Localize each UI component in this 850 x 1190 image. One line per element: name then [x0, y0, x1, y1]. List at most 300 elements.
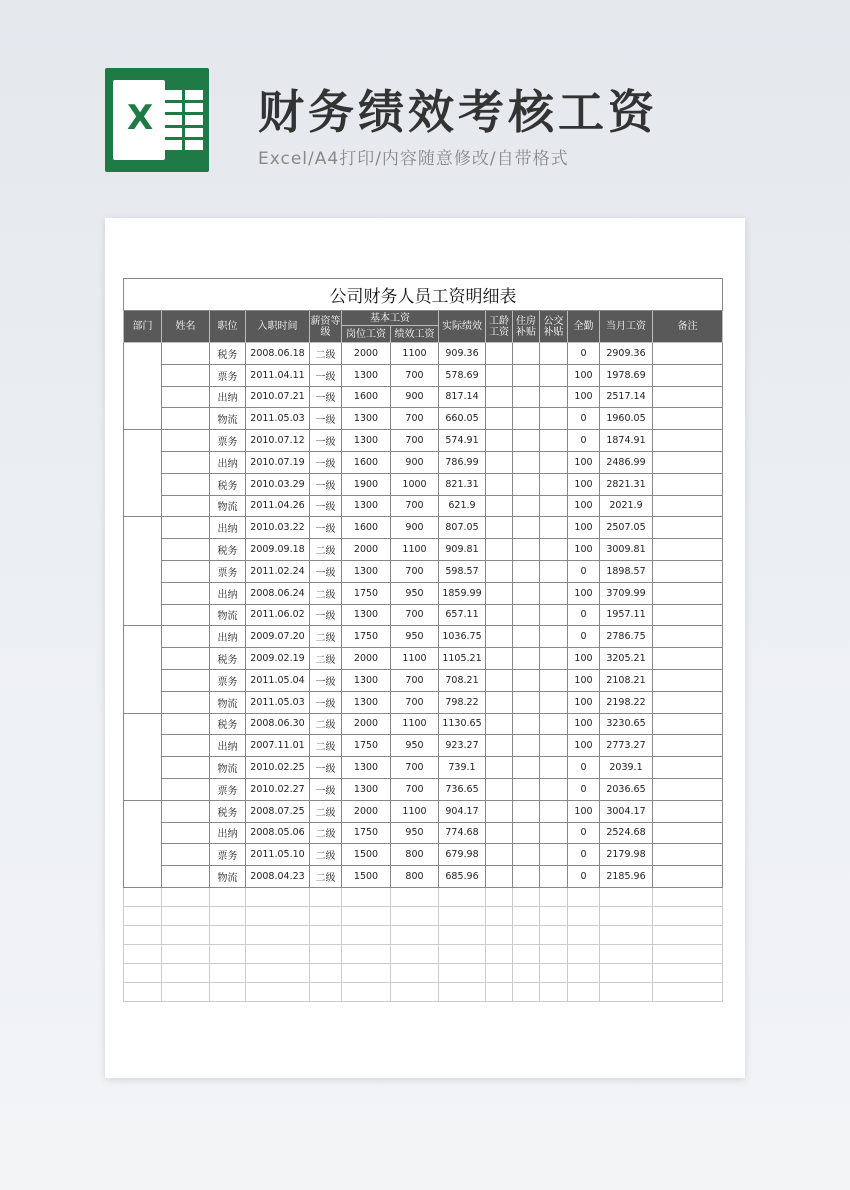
actual-perf-cell[interactable]: 578.69 — [439, 364, 486, 386]
seniority-cell[interactable] — [486, 582, 513, 604]
post-wage-cell[interactable]: 1500 — [342, 844, 391, 866]
monthly-cell[interactable]: 1874.91 — [600, 430, 653, 452]
name-cell[interactable] — [162, 495, 210, 517]
seniority-cell[interactable] — [486, 800, 513, 822]
position-cell[interactable]: 票务 — [210, 778, 246, 800]
empty-cell[interactable] — [486, 963, 513, 982]
empty-cell[interactable] — [568, 982, 600, 1001]
empty-cell[interactable] — [540, 887, 568, 906]
hire-date-cell[interactable]: 2011.06.02 — [246, 604, 310, 626]
monthly-cell[interactable]: 2198.22 — [600, 691, 653, 713]
empty-cell[interactable] — [513, 982, 540, 1001]
hire-date-cell[interactable]: 2010.03.29 — [246, 473, 310, 495]
empty-cell[interactable] — [486, 982, 513, 1001]
perf-wage-cell[interactable]: 700 — [391, 669, 439, 691]
remark-cell[interactable] — [653, 582, 723, 604]
monthly-cell[interactable]: 1960.05 — [600, 408, 653, 430]
empty-cell[interactable] — [124, 963, 162, 982]
seniority-cell[interactable] — [486, 560, 513, 582]
hire-date-cell[interactable]: 2010.02.25 — [246, 757, 310, 779]
seniority-cell[interactable] — [486, 604, 513, 626]
monthly-cell[interactable]: 1978.69 — [600, 364, 653, 386]
attendance-cell[interactable]: 100 — [568, 735, 600, 757]
empty-cell[interactable] — [210, 944, 246, 963]
transport-cell[interactable] — [540, 582, 568, 604]
seniority-cell[interactable] — [486, 343, 513, 365]
grade-cell[interactable]: 一级 — [310, 386, 342, 408]
transport-cell[interactable] — [540, 866, 568, 888]
empty-cell[interactable] — [124, 982, 162, 1001]
seniority-cell[interactable] — [486, 430, 513, 452]
post-wage-cell[interactable]: 1300 — [342, 430, 391, 452]
position-cell[interactable]: 税务 — [210, 473, 246, 495]
position-cell[interactable]: 物流 — [210, 757, 246, 779]
monthly-cell[interactable]: 2524.68 — [600, 822, 653, 844]
transport-cell[interactable] — [540, 822, 568, 844]
actual-perf-cell[interactable]: 923.27 — [439, 735, 486, 757]
perf-wage-cell[interactable]: 800 — [391, 866, 439, 888]
empty-cell[interactable] — [310, 982, 342, 1001]
empty-cell[interactable] — [342, 925, 391, 944]
empty-cell[interactable] — [310, 944, 342, 963]
empty-cell[interactable] — [391, 982, 439, 1001]
empty-cell[interactable] — [513, 887, 540, 906]
position-cell[interactable]: 税务 — [210, 713, 246, 735]
perf-wage-cell[interactable]: 1100 — [391, 713, 439, 735]
remark-cell[interactable] — [653, 451, 723, 473]
empty-cell[interactable] — [653, 925, 723, 944]
attendance-cell[interactable]: 100 — [568, 691, 600, 713]
actual-perf-cell[interactable]: 821.31 — [439, 473, 486, 495]
housing-cell[interactable] — [513, 408, 540, 430]
transport-cell[interactable] — [540, 691, 568, 713]
monthly-cell[interactable]: 2039.1 — [600, 757, 653, 779]
post-wage-cell[interactable]: 2000 — [342, 343, 391, 365]
attendance-cell[interactable]: 100 — [568, 582, 600, 604]
post-wage-cell[interactable]: 1300 — [342, 408, 391, 430]
remark-cell[interactable] — [653, 844, 723, 866]
empty-cell[interactable] — [246, 963, 310, 982]
post-wage-cell[interactable]: 1600 — [342, 386, 391, 408]
empty-cell[interactable] — [246, 982, 310, 1001]
empty-cell[interactable] — [310, 963, 342, 982]
position-cell[interactable]: 出纳 — [210, 626, 246, 648]
transport-cell[interactable] — [540, 343, 568, 365]
transport-cell[interactable] — [540, 517, 568, 539]
actual-perf-cell[interactable]: 657.11 — [439, 604, 486, 626]
transport-cell[interactable] — [540, 451, 568, 473]
name-cell[interactable] — [162, 669, 210, 691]
empty-cell[interactable] — [210, 925, 246, 944]
post-wage-cell[interactable]: 2000 — [342, 713, 391, 735]
actual-perf-cell[interactable]: 574.91 — [439, 430, 486, 452]
hire-date-cell[interactable]: 2011.05.03 — [246, 408, 310, 430]
transport-cell[interactable] — [540, 800, 568, 822]
perf-wage-cell[interactable]: 700 — [391, 408, 439, 430]
housing-cell[interactable] — [513, 626, 540, 648]
monthly-cell[interactable]: 2185.96 — [600, 866, 653, 888]
remark-cell[interactable] — [653, 669, 723, 691]
post-wage-cell[interactable]: 1600 — [342, 451, 391, 473]
post-wage-cell[interactable]: 1750 — [342, 582, 391, 604]
actual-perf-cell[interactable]: 598.57 — [439, 560, 486, 582]
housing-cell[interactable] — [513, 430, 540, 452]
attendance-cell[interactable]: 100 — [568, 451, 600, 473]
name-cell[interactable] — [162, 778, 210, 800]
empty-cell[interactable] — [540, 906, 568, 925]
empty-cell[interactable] — [513, 963, 540, 982]
grade-cell[interactable]: 二级 — [310, 539, 342, 561]
empty-cell[interactable] — [342, 944, 391, 963]
post-wage-cell[interactable]: 1750 — [342, 735, 391, 757]
attendance-cell[interactable]: 100 — [568, 364, 600, 386]
perf-wage-cell[interactable]: 950 — [391, 735, 439, 757]
transport-cell[interactable] — [540, 844, 568, 866]
position-cell[interactable]: 税务 — [210, 343, 246, 365]
position-cell[interactable]: 票务 — [210, 560, 246, 582]
post-wage-cell[interactable]: 1300 — [342, 691, 391, 713]
empty-cell[interactable] — [653, 963, 723, 982]
hire-date-cell[interactable]: 2011.02.24 — [246, 560, 310, 582]
position-cell[interactable]: 物流 — [210, 408, 246, 430]
seniority-cell[interactable] — [486, 778, 513, 800]
grade-cell[interactable]: 一级 — [310, 430, 342, 452]
transport-cell[interactable] — [540, 713, 568, 735]
hire-date-cell[interactable]: 2008.06.18 — [246, 343, 310, 365]
seniority-cell[interactable] — [486, 386, 513, 408]
name-cell[interactable] — [162, 343, 210, 365]
monthly-cell[interactable]: 2517.14 — [600, 386, 653, 408]
empty-cell[interactable] — [391, 963, 439, 982]
seniority-cell[interactable] — [486, 495, 513, 517]
post-wage-cell[interactable]: 1300 — [342, 757, 391, 779]
perf-wage-cell[interactable]: 700 — [391, 604, 439, 626]
hire-date-cell[interactable]: 2008.04.23 — [246, 866, 310, 888]
empty-cell[interactable] — [210, 906, 246, 925]
empty-cell[interactable] — [246, 906, 310, 925]
grade-cell[interactable]: 二级 — [310, 582, 342, 604]
empty-cell[interactable] — [391, 944, 439, 963]
empty-cell[interactable] — [486, 925, 513, 944]
housing-cell[interactable] — [513, 822, 540, 844]
empty-cell[interactable] — [513, 925, 540, 944]
hire-date-cell[interactable]: 2009.09.18 — [246, 539, 310, 561]
housing-cell[interactable] — [513, 473, 540, 495]
hire-date-cell[interactable]: 2011.04.26 — [246, 495, 310, 517]
actual-perf-cell[interactable]: 1105.21 — [439, 648, 486, 670]
empty-cell[interactable] — [513, 906, 540, 925]
post-wage-cell[interactable]: 1600 — [342, 517, 391, 539]
perf-wage-cell[interactable]: 1100 — [391, 800, 439, 822]
housing-cell[interactable] — [513, 778, 540, 800]
perf-wage-cell[interactable]: 700 — [391, 778, 439, 800]
housing-cell[interactable] — [513, 735, 540, 757]
position-cell[interactable]: 物流 — [210, 495, 246, 517]
name-cell[interactable] — [162, 430, 210, 452]
housing-cell[interactable] — [513, 669, 540, 691]
dept-cell[interactable] — [124, 517, 162, 626]
perf-wage-cell[interactable]: 700 — [391, 430, 439, 452]
name-cell[interactable] — [162, 517, 210, 539]
post-wage-cell[interactable]: 1900 — [342, 473, 391, 495]
seniority-cell[interactable] — [486, 757, 513, 779]
position-cell[interactable]: 票务 — [210, 364, 246, 386]
dept-cell[interactable] — [124, 343, 162, 430]
perf-wage-cell[interactable]: 700 — [391, 560, 439, 582]
actual-perf-cell[interactable]: 660.05 — [439, 408, 486, 430]
transport-cell[interactable] — [540, 539, 568, 561]
attendance-cell[interactable]: 100 — [568, 539, 600, 561]
empty-cell[interactable] — [439, 925, 486, 944]
position-cell[interactable]: 出纳 — [210, 517, 246, 539]
empty-cell[interactable] — [439, 906, 486, 925]
transport-cell[interactable] — [540, 386, 568, 408]
dept-cell[interactable] — [124, 626, 162, 713]
remark-cell[interactable] — [653, 735, 723, 757]
hire-date-cell[interactable]: 2011.05.03 — [246, 691, 310, 713]
position-cell[interactable]: 出纳 — [210, 386, 246, 408]
empty-cell[interactable] — [600, 963, 653, 982]
perf-wage-cell[interactable]: 800 — [391, 844, 439, 866]
grade-cell[interactable]: 一级 — [310, 778, 342, 800]
remark-cell[interactable] — [653, 495, 723, 517]
monthly-cell[interactable]: 2909.36 — [600, 343, 653, 365]
grade-cell[interactable]: 二级 — [310, 800, 342, 822]
perf-wage-cell[interactable]: 1100 — [391, 648, 439, 670]
remark-cell[interactable] — [653, 778, 723, 800]
position-cell[interactable]: 出纳 — [210, 735, 246, 757]
seniority-cell[interactable] — [486, 691, 513, 713]
empty-cell[interactable] — [391, 925, 439, 944]
grade-cell[interactable]: 一级 — [310, 604, 342, 626]
grade-cell[interactable]: 一级 — [310, 473, 342, 495]
attendance-cell[interactable]: 0 — [568, 757, 600, 779]
empty-cell[interactable] — [246, 925, 310, 944]
empty-cell[interactable] — [162, 887, 210, 906]
perf-wage-cell[interactable]: 700 — [391, 757, 439, 779]
hire-date-cell[interactable]: 2010.07.21 — [246, 386, 310, 408]
perf-wage-cell[interactable]: 900 — [391, 451, 439, 473]
hire-date-cell[interactable]: 2010.02.27 — [246, 778, 310, 800]
grade-cell[interactable]: 一级 — [310, 364, 342, 386]
empty-cell[interactable] — [653, 887, 723, 906]
empty-cell[interactable] — [513, 944, 540, 963]
empty-cell[interactable] — [568, 887, 600, 906]
hire-date-cell[interactable]: 2010.07.12 — [246, 430, 310, 452]
perf-wage-cell[interactable]: 950 — [391, 582, 439, 604]
transport-cell[interactable] — [540, 430, 568, 452]
empty-cell[interactable] — [310, 906, 342, 925]
empty-cell[interactable] — [162, 906, 210, 925]
position-cell[interactable]: 物流 — [210, 604, 246, 626]
name-cell[interactable] — [162, 539, 210, 561]
position-cell[interactable]: 票务 — [210, 844, 246, 866]
transport-cell[interactable] — [540, 604, 568, 626]
hire-date-cell[interactable]: 2008.06.24 — [246, 582, 310, 604]
transport-cell[interactable] — [540, 495, 568, 517]
position-cell[interactable]: 票务 — [210, 669, 246, 691]
post-wage-cell[interactable]: 1500 — [342, 866, 391, 888]
remark-cell[interactable] — [653, 473, 723, 495]
remark-cell[interactable] — [653, 626, 723, 648]
seniority-cell[interactable] — [486, 669, 513, 691]
empty-cell[interactable] — [540, 944, 568, 963]
grade-cell[interactable]: 二级 — [310, 735, 342, 757]
empty-cell[interactable] — [310, 887, 342, 906]
post-wage-cell[interactable]: 1300 — [342, 604, 391, 626]
housing-cell[interactable] — [513, 364, 540, 386]
attendance-cell[interactable]: 0 — [568, 626, 600, 648]
post-wage-cell[interactable]: 1300 — [342, 778, 391, 800]
remark-cell[interactable] — [653, 517, 723, 539]
grade-cell[interactable]: 二级 — [310, 648, 342, 670]
remark-cell[interactable] — [653, 560, 723, 582]
transport-cell[interactable] — [540, 648, 568, 670]
empty-cell[interactable] — [600, 906, 653, 925]
empty-cell[interactable] — [540, 982, 568, 1001]
perf-wage-cell[interactable]: 1000 — [391, 473, 439, 495]
actual-perf-cell[interactable]: 736.65 — [439, 778, 486, 800]
remark-cell[interactable] — [653, 386, 723, 408]
seniority-cell[interactable] — [486, 408, 513, 430]
housing-cell[interactable] — [513, 800, 540, 822]
housing-cell[interactable] — [513, 691, 540, 713]
monthly-cell[interactable]: 3709.99 — [600, 582, 653, 604]
empty-cell[interactable] — [653, 944, 723, 963]
empty-cell[interactable] — [246, 887, 310, 906]
perf-wage-cell[interactable]: 700 — [391, 691, 439, 713]
name-cell[interactable] — [162, 386, 210, 408]
housing-cell[interactable] — [513, 495, 540, 517]
empty-cell[interactable] — [342, 963, 391, 982]
actual-perf-cell[interactable]: 679.98 — [439, 844, 486, 866]
perf-wage-cell[interactable]: 900 — [391, 386, 439, 408]
housing-cell[interactable] — [513, 866, 540, 888]
housing-cell[interactable] — [513, 582, 540, 604]
name-cell[interactable] — [162, 691, 210, 713]
attendance-cell[interactable]: 0 — [568, 844, 600, 866]
monthly-cell[interactable]: 2179.98 — [600, 844, 653, 866]
empty-cell[interactable] — [124, 906, 162, 925]
actual-perf-cell[interactable]: 909.81 — [439, 539, 486, 561]
monthly-cell[interactable]: 2821.31 — [600, 473, 653, 495]
attendance-cell[interactable]: 100 — [568, 473, 600, 495]
seniority-cell[interactable] — [486, 473, 513, 495]
attendance-cell[interactable]: 100 — [568, 386, 600, 408]
empty-cell[interactable] — [600, 944, 653, 963]
position-cell[interactable]: 税务 — [210, 539, 246, 561]
post-wage-cell[interactable]: 1300 — [342, 669, 391, 691]
remark-cell[interactable] — [653, 604, 723, 626]
remark-cell[interactable] — [653, 648, 723, 670]
housing-cell[interactable] — [513, 604, 540, 626]
grade-cell[interactable]: 二级 — [310, 713, 342, 735]
grade-cell[interactable]: 二级 — [310, 822, 342, 844]
attendance-cell[interactable]: 100 — [568, 648, 600, 670]
attendance-cell[interactable]: 0 — [568, 778, 600, 800]
position-cell[interactable]: 出纳 — [210, 582, 246, 604]
dept-cell[interactable] — [124, 800, 162, 887]
actual-perf-cell[interactable]: 807.05 — [439, 517, 486, 539]
monthly-cell[interactable]: 2021.9 — [600, 495, 653, 517]
seniority-cell[interactable] — [486, 648, 513, 670]
attendance-cell[interactable]: 0 — [568, 604, 600, 626]
empty-cell[interactable] — [124, 925, 162, 944]
monthly-cell[interactable]: 1898.57 — [600, 560, 653, 582]
hire-date-cell[interactable]: 2008.07.25 — [246, 800, 310, 822]
grade-cell[interactable]: 一级 — [310, 517, 342, 539]
hire-date-cell[interactable]: 2008.06.30 — [246, 713, 310, 735]
name-cell[interactable] — [162, 364, 210, 386]
attendance-cell[interactable]: 100 — [568, 517, 600, 539]
transport-cell[interactable] — [540, 626, 568, 648]
post-wage-cell[interactable]: 1300 — [342, 495, 391, 517]
actual-perf-cell[interactable]: 685.96 — [439, 866, 486, 888]
monthly-cell[interactable]: 3009.81 — [600, 539, 653, 561]
empty-cell[interactable] — [486, 887, 513, 906]
transport-cell[interactable] — [540, 560, 568, 582]
empty-cell[interactable] — [439, 944, 486, 963]
perf-wage-cell[interactable]: 700 — [391, 495, 439, 517]
empty-cell[interactable] — [391, 906, 439, 925]
position-cell[interactable]: 票务 — [210, 430, 246, 452]
actual-perf-cell[interactable]: 909.36 — [439, 343, 486, 365]
seniority-cell[interactable] — [486, 822, 513, 844]
transport-cell[interactable] — [540, 669, 568, 691]
seniority-cell[interactable] — [486, 866, 513, 888]
transport-cell[interactable] — [540, 735, 568, 757]
name-cell[interactable] — [162, 713, 210, 735]
attendance-cell[interactable]: 100 — [568, 495, 600, 517]
name-cell[interactable] — [162, 822, 210, 844]
post-wage-cell[interactable]: 2000 — [342, 648, 391, 670]
empty-cell[interactable] — [162, 944, 210, 963]
grade-cell[interactable]: 二级 — [310, 626, 342, 648]
empty-cell[interactable] — [486, 944, 513, 963]
post-wage-cell[interactable]: 2000 — [342, 800, 391, 822]
seniority-cell[interactable] — [486, 735, 513, 757]
empty-cell[interactable] — [653, 906, 723, 925]
housing-cell[interactable] — [513, 386, 540, 408]
hire-date-cell[interactable]: 2010.07.19 — [246, 451, 310, 473]
monthly-cell[interactable]: 2036.65 — [600, 778, 653, 800]
seniority-cell[interactable] — [486, 364, 513, 386]
empty-cell[interactable] — [210, 982, 246, 1001]
empty-cell[interactable] — [124, 887, 162, 906]
name-cell[interactable] — [162, 582, 210, 604]
empty-cell[interactable] — [540, 925, 568, 944]
empty-cell[interactable] — [568, 906, 600, 925]
attendance-cell[interactable]: 0 — [568, 822, 600, 844]
hire-date-cell[interactable]: 2010.03.22 — [246, 517, 310, 539]
empty-cell[interactable] — [310, 925, 342, 944]
actual-perf-cell[interactable]: 774.68 — [439, 822, 486, 844]
hire-date-cell[interactable]: 2011.05.04 — [246, 669, 310, 691]
post-wage-cell[interactable]: 1300 — [342, 364, 391, 386]
post-wage-cell[interactable]: 1750 — [342, 822, 391, 844]
grade-cell[interactable]: 二级 — [310, 343, 342, 365]
name-cell[interactable] — [162, 844, 210, 866]
grade-cell[interactable]: 二级 — [310, 866, 342, 888]
name-cell[interactable] — [162, 866, 210, 888]
actual-perf-cell[interactable]: 1130.65 — [439, 713, 486, 735]
housing-cell[interactable] — [513, 713, 540, 735]
name-cell[interactable] — [162, 735, 210, 757]
empty-cell[interactable] — [162, 963, 210, 982]
remark-cell[interactable] — [653, 822, 723, 844]
monthly-cell[interactable]: 3205.21 — [600, 648, 653, 670]
empty-cell[interactable] — [342, 906, 391, 925]
